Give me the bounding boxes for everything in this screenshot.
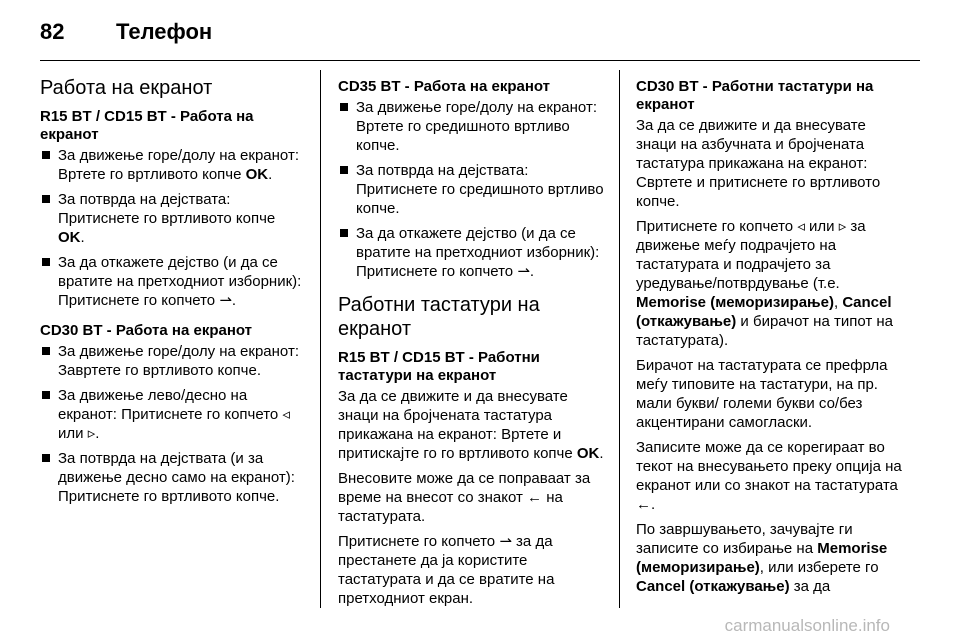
page-number: 82 xyxy=(40,19,65,44)
column-divider-1 xyxy=(320,70,321,608)
subsection-title: R15 BT / CD15 BT - Работни тастатури на екранот xyxy=(338,349,540,384)
right-triangle-icon: ▹ xyxy=(87,425,96,442)
subsection-title: CD35 BT - Работа на екранот xyxy=(338,78,551,95)
subsection-title: CD30 BT - Работни тастатури на екранот xyxy=(636,78,874,113)
paragraph: Притиснете го копчето ⇀ за да престанете да ја користите тастатурата и да се вратите на претходниот екран. xyxy=(338,533,555,607)
bullet-icon xyxy=(42,391,50,399)
column-2 xyxy=(338,72,606,608)
bullet-list xyxy=(40,342,306,506)
subsection-title: R15 BT / CD15 BT - Работа на екранот xyxy=(40,108,254,143)
bullet-list xyxy=(40,146,306,310)
watermark: carmanualsonline.info xyxy=(724,616,890,635)
paragraph: За да се движите и да внесувате знаци на азбучната и бројчената тастатура прикажана на екранот: Свртете и притиснете го вртливото копче. xyxy=(636,117,881,210)
paragraph: За да се движите и да внесувате знаци на бројчената тастатура прикажана на екранот: Вртете и притискајте го го вртливото копче OK. xyxy=(338,388,604,462)
left-triangle-icon: ◃ xyxy=(797,218,805,235)
list-item: За да откажете дејство (и да се вратите на претходниот изборник): Притиснете го копчето ⇀. xyxy=(40,253,306,310)
bullet-icon xyxy=(340,229,348,237)
header-rule xyxy=(40,60,920,61)
bullet-list xyxy=(338,98,606,281)
bullet-icon xyxy=(42,151,50,159)
list-item: За движење горе/долу на екранот: Вртете го средишното вртливо копче. xyxy=(338,98,606,155)
page-title: Телефон xyxy=(116,19,213,44)
bullet-icon xyxy=(42,195,50,203)
back-arrow-icon: ⇀ xyxy=(517,263,530,280)
list-item: За да откажете дејство (и да се вратите на претходниот изборник): Притиснете го копчето ⇀. xyxy=(338,224,606,281)
list-item: За движење лево/десно на екранот: Притиснете го копчето ◃ или ▹. xyxy=(40,386,306,443)
column-3 xyxy=(636,72,906,608)
bullet-icon xyxy=(42,258,50,266)
paragraph: Бирачот на тастатурата се префрла меѓу типовите на тастатури, на пр. мали букви/ големи букви со/без акцентирани самогласки. xyxy=(636,357,888,431)
paragraph: Записите може да се корегираат во текот на внесувањето преку опција на екранот или со знакот на тастатурата ←. xyxy=(636,439,902,513)
bullet-icon xyxy=(42,454,50,462)
list-item: За потврда на дејствата: Притиснете го средишното вртливо копче. xyxy=(338,161,606,218)
section-heading: Работа на екранот xyxy=(40,77,213,99)
list-item: За потврда на дејствата: Притиснете го вртливото копче OK. xyxy=(40,190,306,247)
list-item: За движење горе/долу на екранот: Завртете го вртливото копче. xyxy=(40,342,306,380)
right-triangle-icon: ▹ xyxy=(838,218,847,235)
list-item: За движење горе/долу на екранот: Вртете го вртливото копче OK. xyxy=(40,146,306,184)
bullet-icon xyxy=(340,166,348,174)
paragraph: Притиснете го копчето ◃ или ▹ за движење меѓу подрачјето на тастатурата и подрачјето за уредување/потврдување (т.е. Memorise (меморизирање), Cancel (откажување) и бирачот на типот на тастатурата). xyxy=(636,218,894,349)
subsection-title: CD30 BT - Работа на екранот xyxy=(40,322,253,339)
left-triangle-icon: ◃ xyxy=(282,406,290,423)
list-item: За потврда на дејствата (и за движење десно само на екранот): Притиснете го вртливото копче. xyxy=(40,449,306,506)
back-arrow-icon: ⇀ xyxy=(219,292,232,309)
paragraph: По завршувањето, зачувајте ги записите со избирање на Memorise (меморизирање), или изберете го Cancel (откажување) за да xyxy=(636,521,888,595)
bullet-icon xyxy=(340,103,348,111)
page-header xyxy=(40,14,212,50)
bullet-icon xyxy=(42,347,50,355)
section-heading: Работни тастатури на екранот xyxy=(338,294,540,340)
paragraph: Внесовите може да се поправаат за време на внесот со знакот ← на тастатурата. xyxy=(338,470,591,525)
column-divider-2 xyxy=(619,70,620,608)
back-arrow-icon: ⇀ xyxy=(499,533,512,550)
column-1 xyxy=(40,72,306,608)
